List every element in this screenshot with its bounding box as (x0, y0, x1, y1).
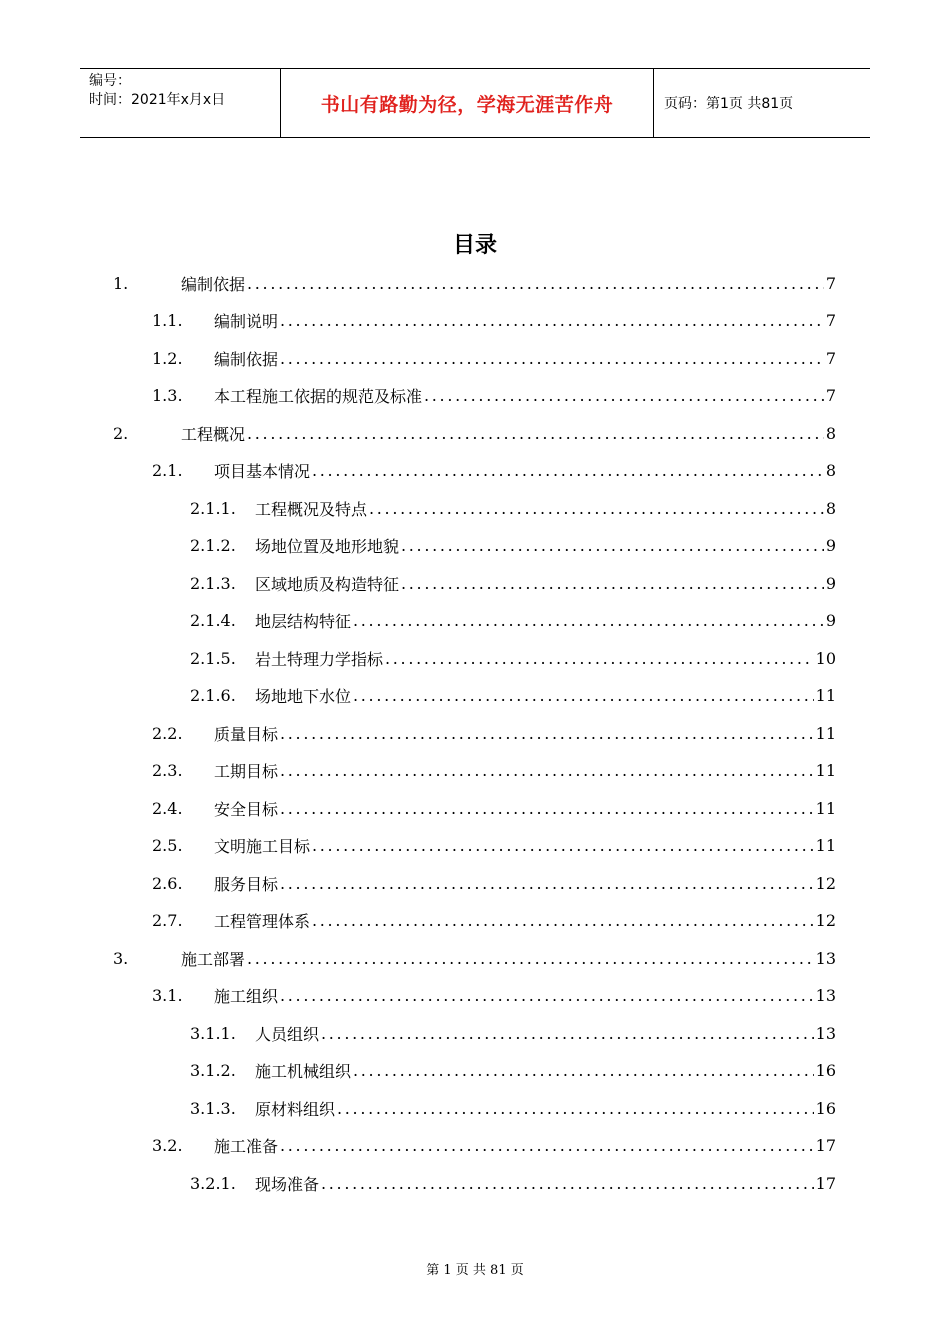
header-page-info: 页码：第1页 共81页 (664, 96, 794, 112)
toc-entry-title: 区域地质及构造特征 (255, 574, 400, 594)
toc-entry-title: 安全目标 (214, 799, 279, 819)
toc-entry[interactable] (152, 339, 836, 377)
toc-entry-title: 工期目标 (214, 762, 279, 781)
toc-entry-title: 施工部署 (181, 949, 246, 969)
toc-entry[interactable] (190, 1089, 836, 1127)
toc-entry-leader (312, 911, 814, 930)
toc-entry-number: 3.1.2. (190, 1061, 236, 1080)
toc-entry-title: 文明施工目标 (214, 837, 311, 856)
toc-entry-leader (280, 1136, 814, 1155)
toc-entry-title: 质量目标 (214, 724, 279, 744)
toc-entry-title: 地层结构特征 (255, 612, 352, 631)
toc-entry[interactable] (190, 527, 836, 565)
time-label: 时间：2021年x月x日 (89, 92, 226, 108)
toc-entry-leader (280, 761, 814, 780)
toc-entry[interactable] (113, 939, 836, 977)
toc-entry-page: 16 (815, 1061, 836, 1080)
toc-entry-leader (312, 461, 824, 480)
toc-entry-page: 8 (825, 423, 836, 443)
toc-entry-number: 2.4. (152, 798, 183, 818)
toc-entry-page: 10 (815, 648, 836, 668)
toc-entry[interactable] (152, 752, 836, 790)
toc-entry-page: 11 (815, 798, 836, 818)
toc-entry-title: 本工程施工依据的规范及标准 (214, 387, 423, 406)
toc-entry-number: 1. (113, 273, 129, 293)
toc-entry-number: 1.1. (152, 311, 183, 330)
toc-entry-number: 2.1. (152, 461, 183, 480)
toc-entry-leader (369, 499, 824, 518)
toc-entry[interactable] (113, 414, 836, 452)
toc-entry-number: 2.2. (152, 723, 183, 743)
toc-entry-title: 编制依据 (214, 349, 279, 369)
toc-entry-number: 3.2.1. (190, 1173, 236, 1193)
toc-entry-page: 11 (815, 761, 836, 780)
toc-entry-title: 编制说明 (214, 312, 279, 331)
toc-entry-title: 施工机械组织 (255, 1062, 352, 1081)
toc-entry[interactable] (190, 1164, 836, 1202)
toc-entry[interactable] (152, 864, 836, 902)
toc-entry-leader (280, 311, 824, 330)
toc-entry-page: 16 (815, 1098, 836, 1118)
toc-entry-title: 现场准备 (255, 1174, 320, 1194)
toc-entry-title: 工程概况及特点 (255, 499, 368, 519)
toc-entry-leader (247, 949, 814, 968)
toc-entry-leader (401, 536, 824, 555)
toc-entry-leader (247, 274, 824, 293)
toc-entry-number: 2.1.2. (190, 536, 236, 555)
toc-entry-title: 原材料组织 (255, 1099, 336, 1119)
toc-entry-leader (385, 649, 814, 668)
toc-entry[interactable] (152, 902, 836, 940)
toc-entry[interactable] (152, 714, 836, 752)
toc-entry[interactable] (190, 1052, 836, 1090)
toc-entry-page: 11 (815, 836, 836, 855)
toc-entry-page: 8 (825, 461, 836, 480)
toc-entry[interactable] (190, 639, 836, 677)
toc-entry-number: 2.6. (152, 873, 183, 893)
toc-entry-page: 8 (825, 498, 836, 518)
toc-entry-leader (312, 836, 814, 855)
code-label: 编号： (89, 73, 131, 89)
toc-entry[interactable] (152, 302, 836, 340)
toc-entry-page: 7 (825, 348, 836, 368)
page-header (80, 68, 870, 138)
toc-entry-number: 2.1.3. (190, 573, 236, 593)
toc-entry-leader (424, 386, 824, 405)
toc-entry-leader (337, 1099, 814, 1118)
toc-entry[interactable] (152, 977, 836, 1015)
toc-entry-title: 工程概况 (181, 424, 246, 444)
toc-entry[interactable] (190, 677, 836, 715)
toc-entry-number: 3.2. (152, 1136, 183, 1155)
toc-entry[interactable] (190, 564, 836, 602)
toc-entry-leader (280, 799, 814, 818)
toc-entry-number: 2.3. (152, 761, 183, 780)
toc-entry-leader (280, 986, 814, 1005)
toc-entry-title: 岩土特理力学指标 (255, 649, 384, 669)
toc-entry-title: 场地位置及地形地貌 (255, 537, 400, 556)
toc-entry[interactable] (190, 489, 836, 527)
toc-entry-page: 13 (815, 948, 836, 968)
toc-entry-number: 1.2. (152, 348, 183, 368)
toc-entry-number: 2.5. (152, 836, 183, 855)
toc-entry-title: 施工准备 (214, 1137, 279, 1156)
toc-entry[interactable] (190, 602, 836, 640)
toc-entry-page: 12 (815, 911, 836, 930)
toc-entry-leader (247, 424, 824, 443)
toc-entry-leader (280, 874, 814, 893)
toc-entry[interactable] (152, 827, 836, 865)
toc-entry-leader (353, 611, 824, 630)
toc-entry-number: 2.1.4. (190, 611, 236, 630)
toc-entry-number: 3.1.1. (190, 1023, 236, 1043)
toc-entry-title: 项目基本情况 (214, 462, 311, 481)
toc-entry-leader (280, 349, 824, 368)
toc-entry-title: 工程管理体系 (214, 912, 311, 931)
toc-entry[interactable] (152, 452, 836, 490)
toc-entry-number: 3.1. (152, 986, 183, 1005)
toc-entry-number: 3.1.3. (190, 1098, 236, 1118)
toc-entry-title: 施工组织 (214, 987, 279, 1006)
toc-entry[interactable] (152, 1127, 836, 1165)
toc-entry-page: 7 (825, 311, 836, 330)
toc-entry-page: 7 (825, 386, 836, 405)
toc-entry-leader (353, 1061, 814, 1080)
toc-entry[interactable] (113, 264, 836, 302)
toc-entry-page: 7 (825, 273, 836, 293)
toc-entry-number: 2.1.6. (190, 686, 236, 705)
toc-entry-page: 11 (815, 723, 836, 743)
toc-entry-leader (321, 1024, 814, 1043)
toc-entry-title: 服务目标 (214, 874, 279, 894)
toc-entry-page: 9 (825, 536, 836, 555)
toc-entry-leader (321, 1174, 814, 1193)
toc-entry-leader (280, 724, 814, 743)
toc-entry-page: 12 (815, 873, 836, 893)
toc-entry-number: 2. (113, 423, 129, 443)
toc-entry[interactable] (190, 1014, 836, 1052)
toc-entry-title: 编制依据 (181, 274, 246, 294)
toc-entry-number: 2.1.5. (190, 648, 236, 668)
toc-entry-number: 3. (113, 948, 129, 968)
toc-title: 目录 (452, 233, 497, 258)
toc-entry-page: 13 (815, 986, 836, 1005)
toc-entry-leader (353, 686, 814, 705)
toc-entry-number: 1.3. (152, 386, 183, 405)
toc-entry-page: 13 (815, 1023, 836, 1043)
toc-entry-page: 17 (815, 1173, 836, 1193)
header-motto: 书山有路勤为径，学海无涯苦作舟 (281, 69, 654, 137)
toc-entry-page: 17 (815, 1136, 836, 1155)
toc-entry-title: 人员组织 (255, 1024, 320, 1044)
toc-entry-title: 场地地下水位 (255, 687, 352, 706)
toc-entry-number: 2.1.1. (190, 498, 236, 518)
page-footer: 第 1 页 共 81 页 (426, 1263, 524, 1278)
toc-entry-leader (401, 574, 824, 593)
header-meta (80, 69, 281, 137)
toc-entry[interactable] (152, 789, 836, 827)
toc-entry-page: 9 (825, 611, 836, 630)
toc-entry-page: 11 (815, 686, 836, 705)
toc-entry[interactable] (152, 377, 836, 415)
toc-entry-page: 9 (825, 573, 836, 593)
toc-entry-number: 2.7. (152, 911, 183, 930)
